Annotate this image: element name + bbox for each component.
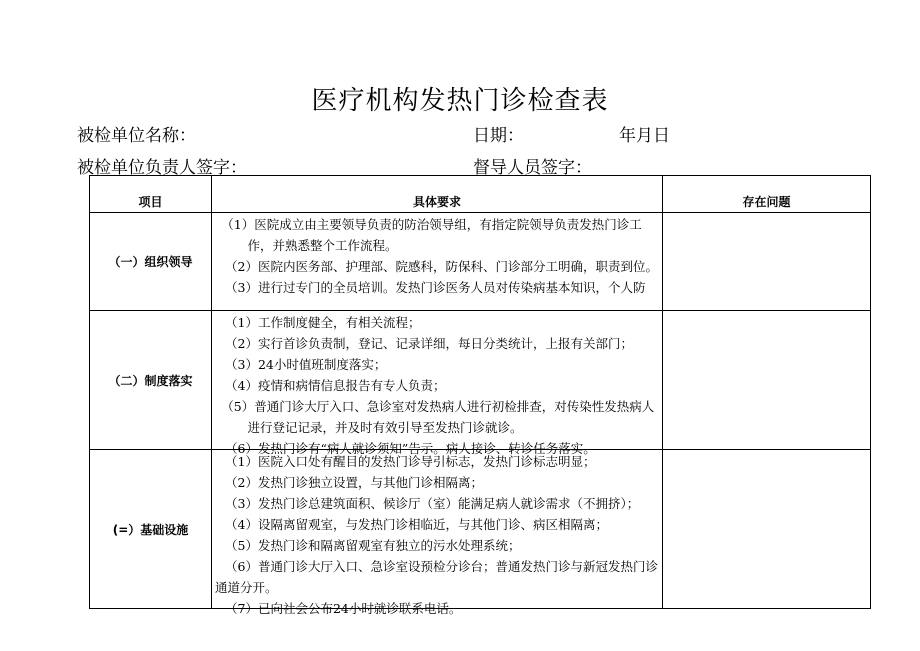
- list-item: （1）医院成立由主要领导负责的防治领导组，有指定院领导负责发热门诊工作，并熟悉整个工作流程。: [221, 217, 642, 253]
- list-item: （2）发热门诊独立设置，与其他门诊相隔离；: [225, 475, 483, 490]
- date-suffix: 年月日: [619, 126, 670, 146]
- header-item: 项目: [90, 176, 212, 213]
- issues-cell[interactable]: [663, 213, 871, 311]
- list-item: （3）24小时值班制度落实；: [225, 357, 387, 372]
- requirements-policy: [212, 311, 663, 456]
- table-row-policy: [90, 311, 871, 450]
- requirements-organization: [212, 213, 663, 311]
- document-title: 医疗机构发热门诊检查表: [311, 86, 609, 116]
- list-item: （2）实行首诊负责制，登记、记录详细，每日分类统计，上报有关部门；: [225, 336, 633, 351]
- list-item: （6）发热门诊有“病人就诊须知”告示。病人接诊、转诊任务落实。: [225, 441, 596, 456]
- header-requirements: 具体要求: [212, 176, 663, 213]
- list-item: （5）普通门诊大厅入口、急诊室对发热病人进行初检排查，对传染性发热病人进行登记记录，并及时有效引导至发热门诊就诊。: [221, 399, 655, 435]
- list-item: （1）医院入口处有醒目的发热门诊导引标志，发热门诊标志明显；: [225, 454, 596, 469]
- list-item: （3）进行过专门的全员培训。发热门诊医务人员对传染病基本知识，个人防: [225, 280, 646, 295]
- table-row-infrastructure: [90, 450, 871, 609]
- unit-name-label: 被检单位名称：: [77, 126, 196, 146]
- table-row-organization: [90, 213, 871, 311]
- list-item: （4）设隔离留观室，与发热门诊相临近，与其他门诊、病区相隔离；: [225, 517, 608, 532]
- list-item: （1）工作制度健全，有相关流程；: [225, 315, 421, 330]
- table-header-row: [90, 176, 871, 213]
- list-item: （3）发热门诊总建筑面积、候诊厅（室）能满足病人就诊需求（不拥挤）；: [225, 496, 640, 511]
- list-item: （7）已向社会公布24小时就诊联系电话。: [225, 601, 462, 616]
- issues-cell[interactable]: [663, 450, 871, 609]
- category-policy: （二）制度落实: [90, 311, 212, 450]
- header-issues: 存在问题: [663, 176, 871, 213]
- supervisor-sign-label: 督导人员签字：: [473, 158, 592, 178]
- date-label: 日期：: [473, 126, 524, 146]
- category-infrastructure: (=）基础设施: [90, 450, 212, 609]
- list-item: （5）发热门诊和隔离留观室有独立的污水处理系统；: [225, 538, 521, 553]
- issues-cell[interactable]: [663, 311, 871, 450]
- list-item: （4）疫情和病情信息报告有专人负责；: [225, 378, 446, 393]
- unit-leader-sign-label: 被检单位负责人签字：: [77, 158, 247, 178]
- requirements-infrastructure: [212, 450, 663, 616]
- inspection-table: [89, 175, 871, 616]
- category-organization: （一）组织领导: [90, 213, 212, 311]
- list-item: （6）普通门诊大厅入口、急诊室设预检分诊台；普通发热门诊与新冠发热门诊通道分开。: [215, 559, 658, 595]
- list-item: （2）医院内医务部、护理部、院感科，防保科、门诊部分工明确，职责到位。: [225, 259, 658, 274]
